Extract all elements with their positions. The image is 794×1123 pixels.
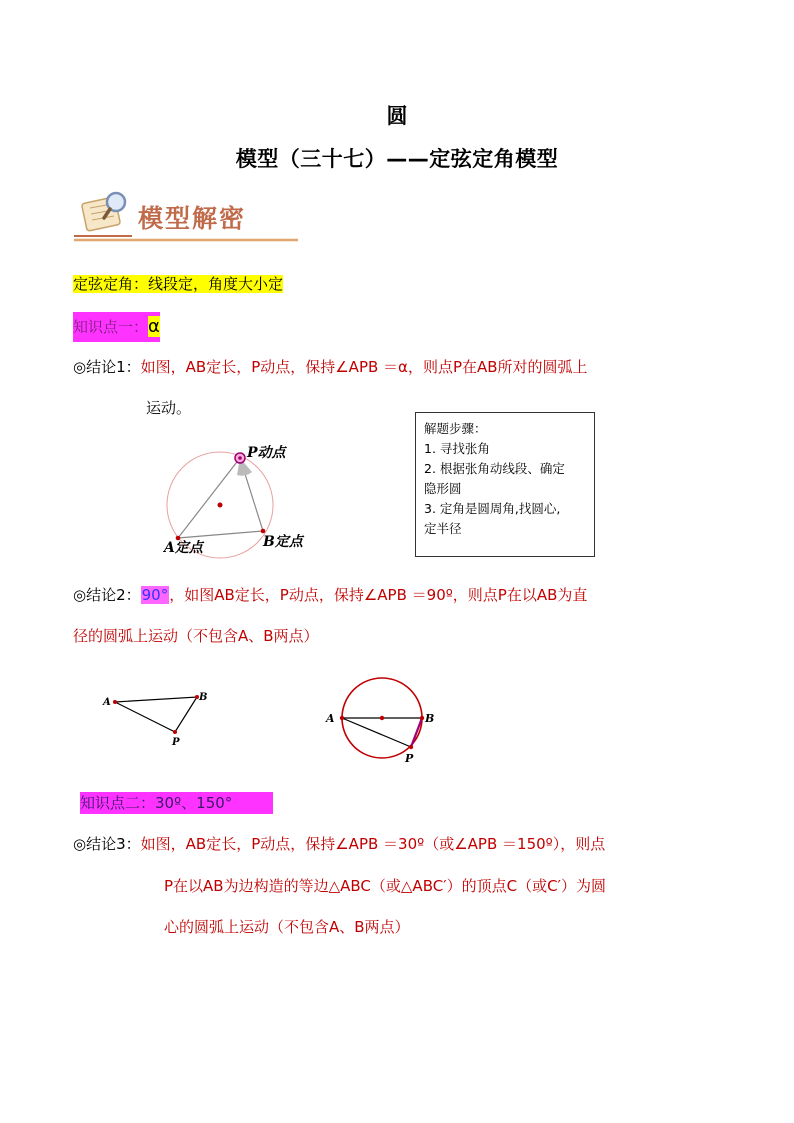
point-p-label: P bbox=[172, 737, 180, 748]
page-title: 圆 bbox=[386, 104, 408, 128]
point-b-label: B定点 bbox=[263, 534, 303, 550]
conclusion-3-line1: ◎结论3：如图，AB定长，P动点，保持∠APB ＝30º（或∠APB ＝150º），则点 bbox=[73, 835, 606, 853]
step-item: 隐形圆 bbox=[424, 481, 462, 496]
banner-label: 模型解密 bbox=[138, 204, 247, 233]
figure-2-triangle bbox=[95, 685, 215, 750]
step-item: 1. 寻找张角 bbox=[424, 441, 490, 456]
step-item: 2. 根据张角动线段、确定 bbox=[424, 461, 565, 476]
point-a-label: A bbox=[103, 697, 111, 708]
point-a-label: A bbox=[326, 712, 335, 725]
solution-steps-box bbox=[415, 412, 595, 557]
step-item: 定半径 bbox=[424, 521, 462, 536]
intro-text: 定弦定角：线段定，角度大小定 bbox=[73, 275, 284, 293]
figure-3-diameter-circle bbox=[320, 672, 450, 772]
point-b-label: B bbox=[425, 712, 435, 725]
conclusion-3-line2: P在以AB为边构造的等边△ABC（或△ABC′）的顶点C（或C′）为圆 bbox=[164, 877, 606, 895]
step-item: 3. 定角是圆周角,找圆心, bbox=[424, 501, 561, 516]
point-p-label: P bbox=[405, 752, 414, 765]
knowledge-point-1: 知识点一：α bbox=[73, 312, 160, 342]
point-a-label: A定点 bbox=[164, 540, 203, 556]
page-subtitle: 模型（三十七）——定弦定角模型 bbox=[235, 147, 559, 171]
conclusion-1-line2: 运动。 bbox=[146, 399, 192, 417]
conclusion-2-line2: 径的圆弧上运动（不包含A、B两点） bbox=[73, 627, 319, 645]
magnifier-notebook-icon bbox=[81, 193, 125, 231]
conclusion-3-line3: 心的圆弧上运动（不包含A、B两点） bbox=[164, 918, 410, 936]
conclusion-2-line1: ◎结论2：90°，如图AB定长，P动点，保持∠APB ＝90º，则点P在以AB为直 bbox=[73, 586, 588, 604]
steps-heading: 解题步骤： bbox=[424, 421, 487, 436]
point-b-label: B bbox=[199, 692, 208, 703]
knowledge-point-2: 知识点二：30º、150° bbox=[80, 792, 273, 814]
conclusion-1-line1: ◎结论1：如图，AB定长，P动点，保持∠APB ＝α，则点P在AB所对的圆弧上 bbox=[73, 358, 588, 376]
point-p-label: P动点 bbox=[247, 445, 286, 461]
figure-1-circle-diagram bbox=[155, 435, 335, 560]
